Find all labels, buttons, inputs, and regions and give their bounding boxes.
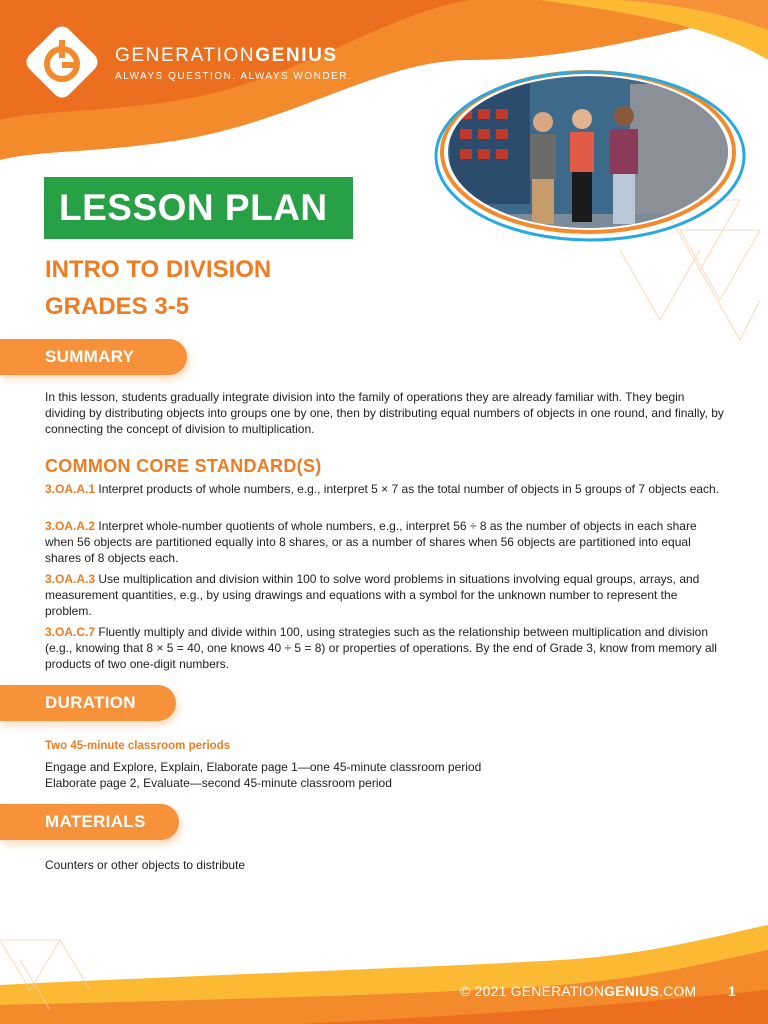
- standard-text: Fluently multiply and divide within 100, using strategies such as the relationship between multiplication and division (e.g., knowing that 8 × 5 = 40, one knows 40 ÷ 5 = 8) or properties of operations. By the end of Grade 3, know from memory all products of two one-digit numbers.: [45, 625, 717, 671]
- materials-text: Counters or other objects to distribute: [45, 858, 246, 872]
- footer-copyright[interactable]: © 2021 GENERATIONGENIUS.COM: [460, 983, 697, 999]
- duration-subheading: Two 45-minute classroom periods: [45, 740, 231, 752]
- duration-line-2: Elaborate page 2, Evaluate—second 45-minute classroom period: [45, 776, 392, 790]
- brand: [115, 45, 352, 82]
- page-number: 1: [728, 983, 736, 999]
- duration-line-1: Engage and Explore, Explain, Elaborate page 1—one 45-minute classroom period: [45, 760, 482, 774]
- standard-item: [45, 624, 725, 672]
- duration-heading: DURATION: [0, 685, 176, 721]
- lesson-plan-badge: LESSON PLAN: [44, 177, 353, 239]
- materials-heading: MATERIALS: [0, 804, 179, 840]
- standard-code: 3.OA.A.2: [45, 519, 96, 533]
- standard-text: Use multiplication and division within 100 to solve word problems in situations involving equal groups, arrays, and measurement quantities, e.g., by using drawings and equations with a symbol for the unknown number to represent the problem.: [45, 572, 700, 618]
- brand-tagline: ALWAYS QUESTION. ALWAYS WONDER.: [115, 71, 353, 82]
- summary-text: In this lesson, students gradually integrate division into the family of operations they are already familiar with. They begin dividing by distributing objects into groups one by one, then by distributing equal numbers of objects in one round, and finally, by connecting the concept of division to multiplication.: [45, 390, 724, 436]
- standard-text: Interpret products of whole numbers, e.g., interpret 5 × 7 as the total number of objects in 5 groups of 7 objects each.: [98, 482, 720, 496]
- standard-item: [45, 571, 725, 619]
- grade-level: GRADES 3-5: [45, 293, 190, 320]
- standard-text: Interpret whole-number quotients of whole numbers, e.g., interpret 56 ÷ 8 as the number of objects in each share when 56 objects are partitioned equally into 8 shares, or as a number of shares when 56 objects are partitioned into equal shares of 8 objects each.: [45, 519, 697, 565]
- generation-genius-logo[interactable]: [22, 22, 102, 102]
- summary-heading: SUMMARY: [0, 339, 187, 375]
- standard-code: 3.OA.A.1: [45, 482, 96, 496]
- standards-heading: COMMON CORE STANDARD(S): [45, 456, 322, 476]
- standard-item: [45, 518, 725, 566]
- lesson-title: INTRO TO DIVISION: [45, 256, 272, 283]
- standard-item: [45, 481, 725, 497]
- standard-code: 3.OA.A.3: [45, 572, 96, 586]
- brand-name: GENERATIONGENIUS: [115, 45, 338, 66]
- standard-code: 3.OA.C.7: [45, 625, 96, 639]
- lesson-video-thumbnail[interactable]: [430, 64, 746, 244]
